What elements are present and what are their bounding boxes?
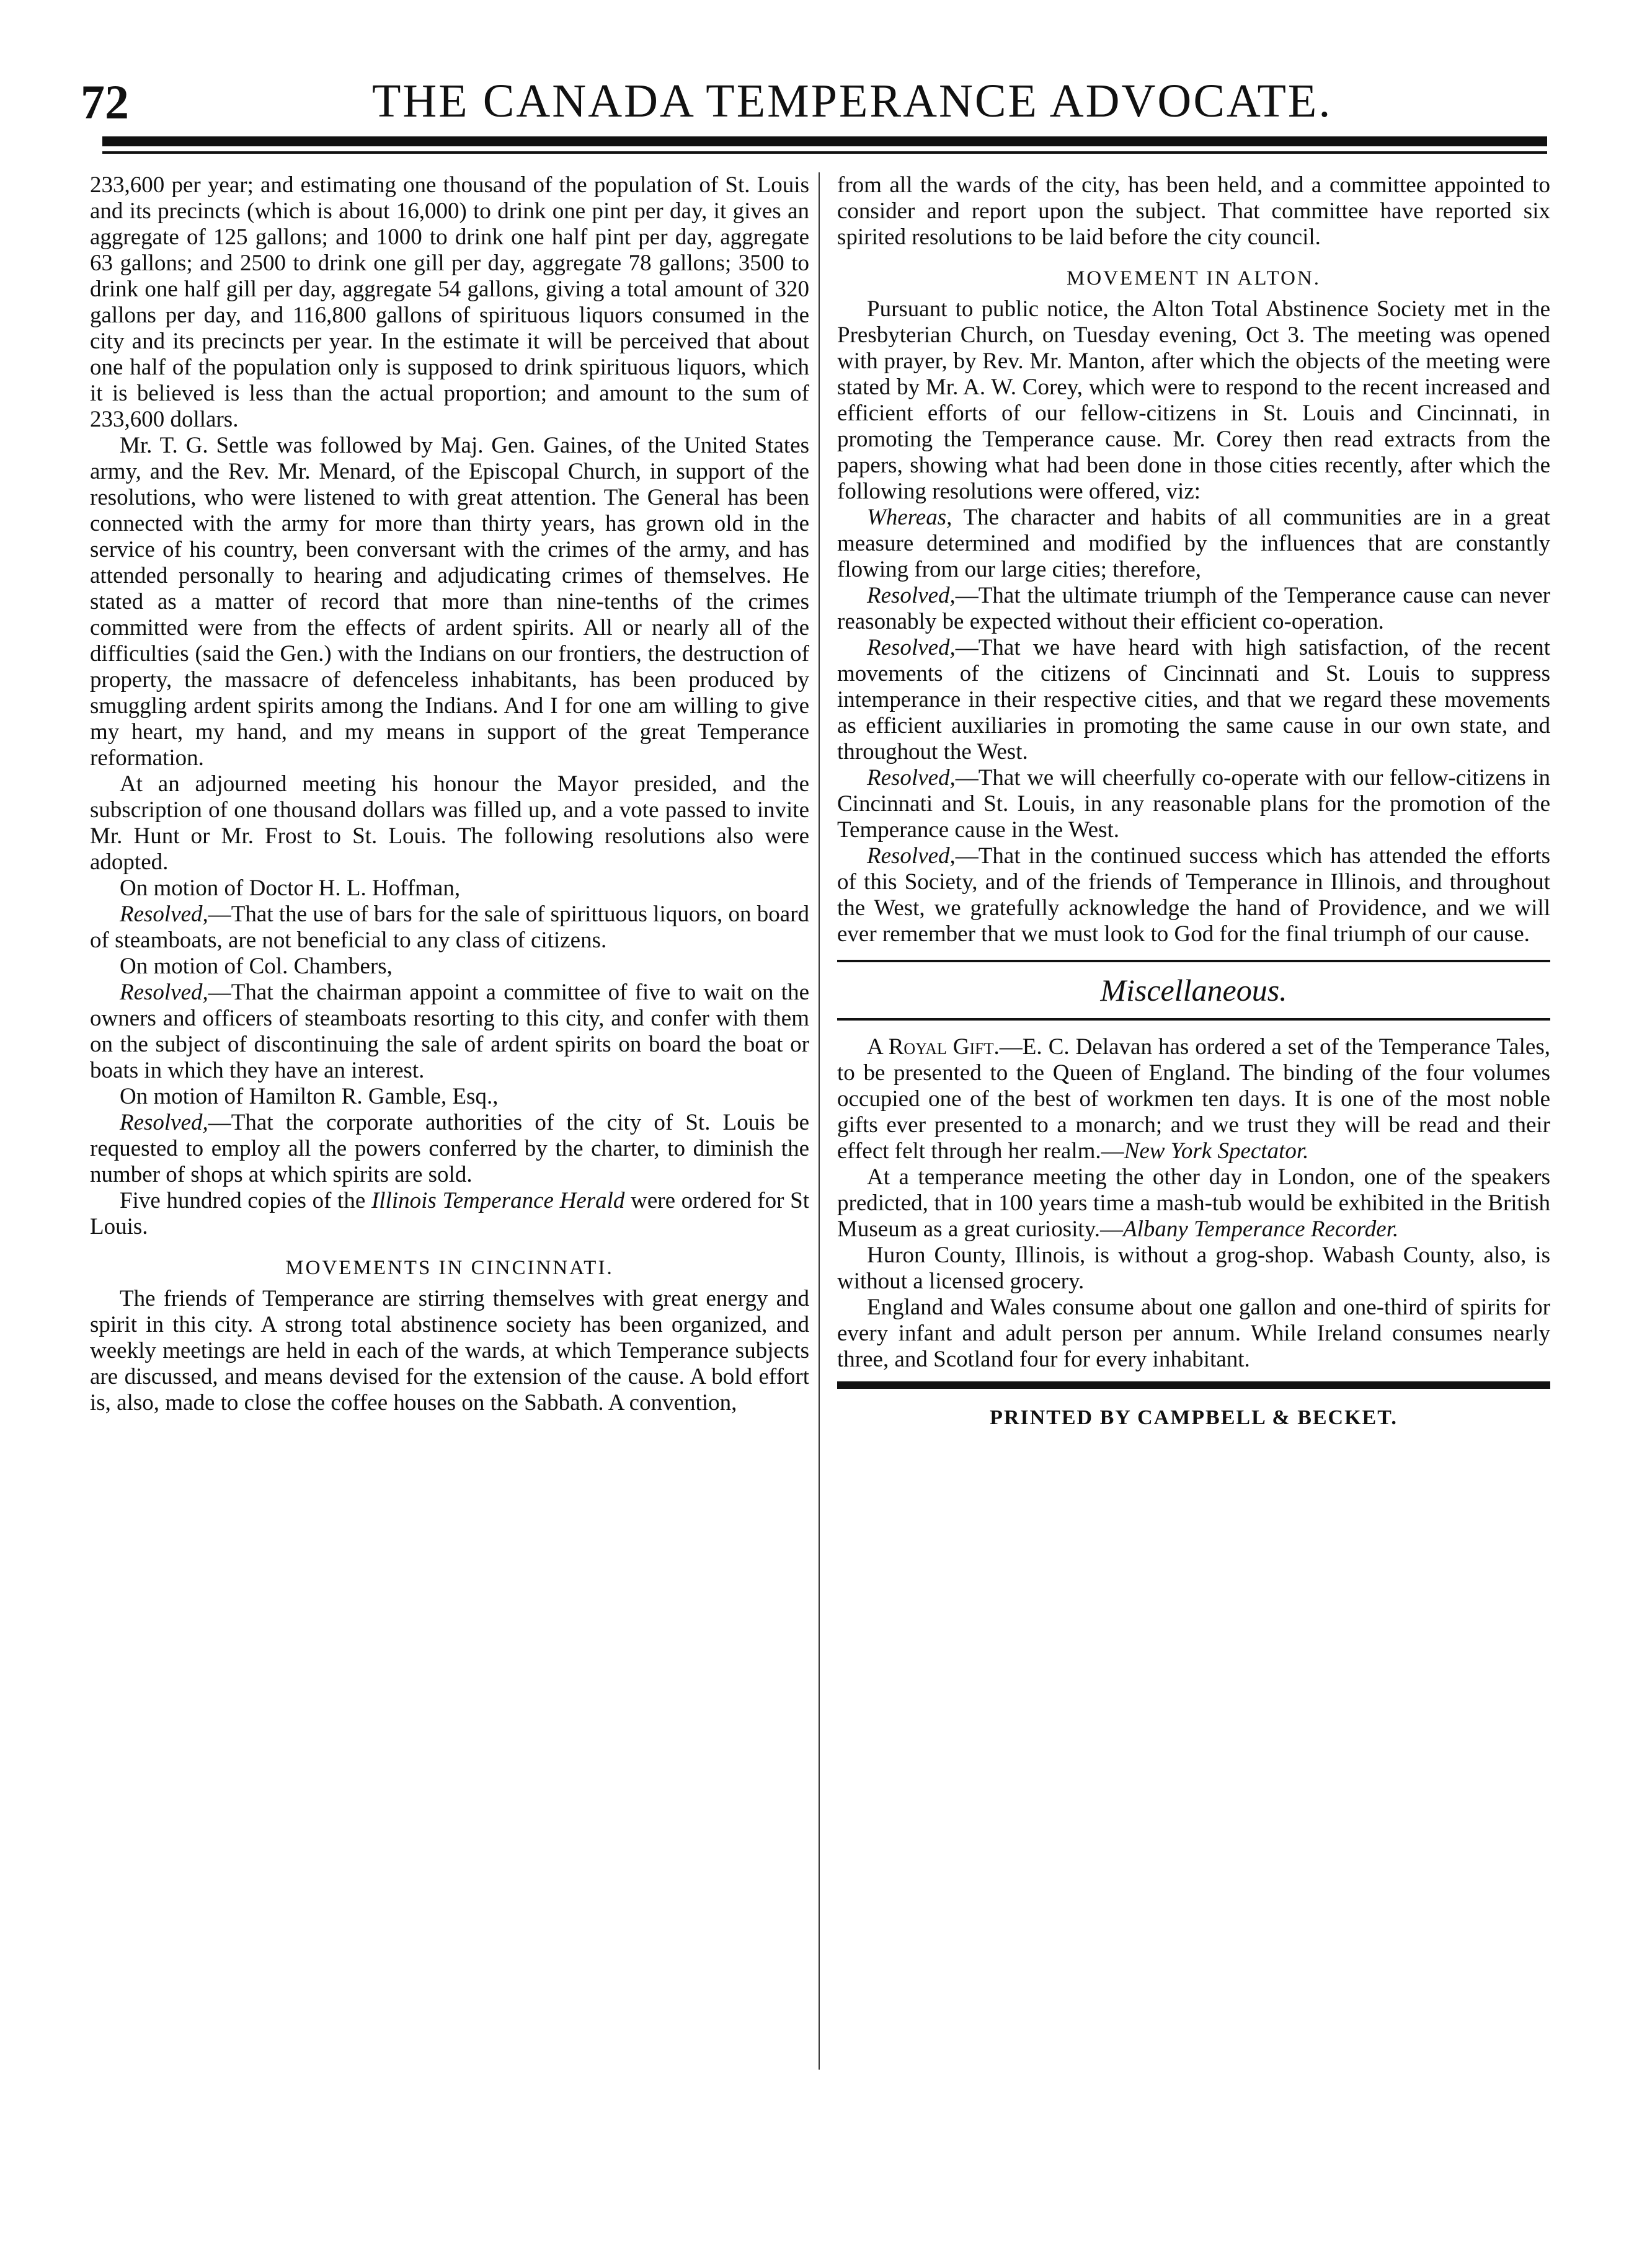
section-heading-alton: MOVEMENT IN ALTON. bbox=[1067, 267, 1321, 290]
text-run: were ordered for St Louis. bbox=[90, 1188, 809, 1239]
publication-title: Illinois Temperance Herald bbox=[371, 1188, 625, 1213]
resolution bbox=[837, 765, 1550, 843]
motion: On motion of Col. Chambers, bbox=[120, 954, 393, 979]
resolved-label: Resolved, bbox=[867, 843, 956, 869]
resolution-text: —That the chairman appoint a committee of five to wait on the owners and officers of steamboats resorting to this city, and confer with them on the subject of discontinuing the sale of ardent spirits on board the boat or boats in which they have an interest. bbox=[90, 980, 809, 1083]
item-text: At a temperance meeting the other day in London, one of the speakers predicted, that in 100 years time a mash-tub would be exhibited in the British Museum as a great curiosity.— bbox=[837, 1164, 1550, 1242]
paragraph: 233,600 per year; and estimating one thousand of the population of St. Louis and its precincts (which is about 16,000) to drink one pint per day, it gives an aggregate of 125 gallons; and 1000 to drink one half pint per day, aggregate 63 gallons; and 2500 to drink one gill per day, aggregate 78 gallons; 3500 to drink one half gill per day, aggregate 54 gallons, giving a total amount of 320 gallons per day, and 116,800 gallons of spirituous liquors consumed in the city and its precincts per year. In the estimate it will be perceived that about one half of the population only is supposed to drink spirituous liquors, which it is believed is less than the actual proportion; and amount to the sum of 233,600 dollars. bbox=[90, 172, 809, 432]
item-england: England and Wales consume about one gallon and one-third of spirits for every infant and adult person per annum. While Ireland consumes nearly three, and Scotland four for every inhabitant. bbox=[837, 1295, 1550, 1372]
item-huron: Huron County, Illinois, is without a grog-shop. Wabash County, also, is without a licensed grocery. bbox=[837, 1243, 1550, 1294]
resolution-text: —That in the continued success which has attended the efforts of this Society, and of the friends of Temperance in Illinois, and throughout the West, we gratefully acknowledge the hand of Providence, and we will ever remember that we must look to God for the final triumph of our cause. bbox=[837, 843, 1550, 947]
resolution-text: —That the corporate authorities of the city of St. Louis be requested to employ all the powers conferred by the charter, to diminish the number of shops at which spirits are sold. bbox=[90, 1110, 809, 1187]
section-heading-miscellaneous: Miscellaneous. bbox=[1100, 973, 1287, 1008]
item-royal-gift bbox=[837, 1034, 1550, 1164]
resolution bbox=[837, 843, 1550, 947]
section-rule bbox=[837, 960, 1550, 962]
paragraph: At an adjourned meeting his honour the Mayor presided, and the subscription of one thousand dollars was filled up, and a vote passed to invite Mr. Hunt or Mr. Frost to St. Louis. The following resolutions also were adopted. bbox=[90, 771, 809, 875]
section-heading-cincinnati: MOVEMENTS IN CINCINNATI. bbox=[285, 1257, 614, 1279]
section-rule bbox=[837, 1018, 1550, 1021]
text-run: Five hundred copies of the bbox=[120, 1188, 371, 1213]
printer-imprint: PRINTED BY CAMPBELL & BECKET. bbox=[990, 1406, 1398, 1429]
resolved-label: Resolved, bbox=[867, 635, 956, 660]
item-source: Albany Temperance Recorder. bbox=[1123, 1216, 1399, 1242]
column-divider bbox=[819, 172, 820, 2070]
item-title: A Royal Gift. bbox=[867, 1034, 1000, 1060]
whereas-clause bbox=[837, 505, 1550, 583]
item-source: New York Spectator. bbox=[1124, 1138, 1309, 1164]
right-column bbox=[837, 172, 1550, 1431]
resolution-text: —That we will cheerfully co-operate with our fellow-citizens in Cincinnati and St. Louis, in any reasonable plans for the promotion of the Temperance cause in the West. bbox=[837, 765, 1550, 843]
paragraph: from all the wards of the city, has been held, and a committee appointed to consider and report upon the subject. That committee have reported six spirited resolutions to be laid before the city council. bbox=[837, 172, 1550, 250]
resolution-text: —That the ultimate triumph of the Temperance cause can never reasonably be expected without their efficient co-operation. bbox=[837, 583, 1550, 634]
page-title: THE CANADA TEMPERANCE ADVOCATE. bbox=[372, 75, 1333, 127]
clause-text: The character and habits of all communities are in a great measure determined and modified by the influences that are constantly flowing from our large cities; therefore, bbox=[837, 505, 1550, 582]
item-london bbox=[837, 1164, 1550, 1243]
item-text: —E. C. Delavan has ordered a set of the Temperance Tales, to be presented to the Queen of England. The binding of the four volumes occupied one of the best of workmen ten days. It is one of the most noble gifts ever presented to a monarch; and we trust they will be read and their effect felt through her realm.— bbox=[837, 1034, 1550, 1164]
resolution bbox=[90, 901, 809, 954]
header-rule-thin bbox=[102, 151, 1547, 154]
paragraph: Mr. T. G. Settle was followed by Maj. Gen. Gaines, of the United States army, and the Rev. Mr. Menard, of the Episcopal Church, in support of the resolutions, who were listened to with great attention. The General has been connected with the army for more than thirty years, has grown old in the service of his country, been conversant with the crimes of the army, and has attended personally to hearing and adjudicating crimes of themselves. He stated as a matter of record that more than nine-tenths of the crimes committed were from the effects of ardent spirits. All or nearly all of the difficulties (said the Gen.) with the Indians on our frontiers, the destruction of property, the massacre of defenceless inhabitants, has been produced by smuggling ardent spirits among the Indians. And I for one am willing to give my heart, my hand, and my means in support of the great Temperance reformation. bbox=[90, 433, 809, 771]
resolution bbox=[90, 1110, 809, 1188]
paragraph bbox=[90, 1188, 809, 1240]
resolved-label: Resolved, bbox=[120, 901, 208, 927]
resolved-label: Resolved, bbox=[120, 980, 208, 1005]
header-rule bbox=[102, 136, 1547, 146]
resolution-text: —That we have heard with high satisfaction, of the recent movements of the citizens of Cincinnati and St. Louis to suppress intemperance in their respective cities, and that we regard these movements as efficient auxiliaries in promoting the same cause in our own state, and throughout the West. bbox=[837, 635, 1550, 764]
resolution bbox=[90, 980, 809, 1084]
motion: On motion of Hamilton R. Gamble, Esq., bbox=[120, 1084, 499, 1109]
resolved-label: Resolved, bbox=[867, 765, 956, 791]
resolution-text: —That the use of bars for the sale of spirittuous liquors, on board of steamboats, are not beneficial to any class of citizens. bbox=[90, 901, 809, 953]
resolution bbox=[837, 635, 1550, 765]
resolution bbox=[837, 583, 1550, 635]
whereas-label: Whereas, bbox=[867, 505, 952, 530]
motion: On motion of Doctor H. L. Hoffman, bbox=[120, 875, 461, 901]
page-number: 72 bbox=[81, 75, 129, 129]
left-column bbox=[90, 172, 809, 1416]
paragraph: The friends of Temperance are stirring themselves with great energy and spirit in this city. A strong total abstinence society has been organized, and weekly meetings are held in each of the wards, at which Temperance subjects are discussed, and means devised for the extension of the cause. A bold effort is, also, made to close the coffee houses on the Sabbath. A convention, bbox=[90, 1286, 809, 1415]
end-rule bbox=[837, 1381, 1550, 1389]
resolved-label: Resolved, bbox=[120, 1110, 208, 1135]
page-header bbox=[81, 74, 1550, 143]
resolved-label: Resolved, bbox=[867, 583, 956, 608]
paragraph: Pursuant to public notice, the Alton Total Abstinence Society met in the Presbyterian Church, on Tuesday evening, Oct 3. The meeting was opened with prayer, by Rev. Mr. Manton, after which the objects of the meeting were stated by Mr. A. W. Corey, which were to respond to the recent increased and efficient efforts of our fellow-citizens in St. Louis and Cincinnati, in promoting the Temperance cause. Mr. Corey then read extracts from the papers, showing what had been done in those cities recently, after which the following resolutions were offered, viz: bbox=[837, 296, 1550, 504]
